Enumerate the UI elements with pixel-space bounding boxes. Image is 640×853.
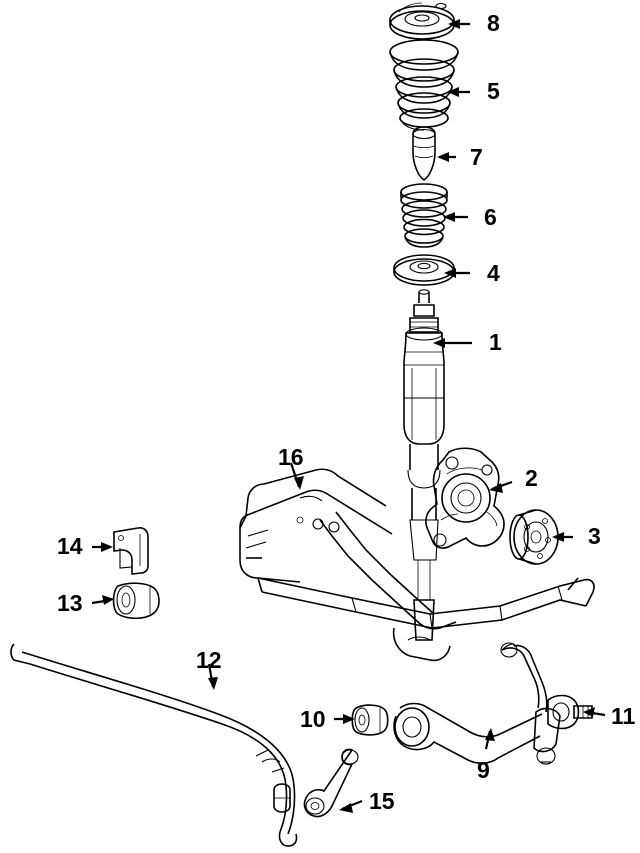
callout-label-4[interactable]: 4 bbox=[487, 260, 500, 286]
callout-label-10[interactable]: 10 bbox=[300, 706, 326, 732]
callout-label-16[interactable]: 16 bbox=[278, 444, 304, 470]
callout-label-5[interactable]: 5 bbox=[487, 78, 500, 104]
callout-label-13[interactable]: 13 bbox=[57, 590, 83, 616]
callout-label-11[interactable]: 11 bbox=[611, 703, 636, 729]
callout-label-3[interactable]: 3 bbox=[588, 523, 601, 549]
part-stabilizer-bushing bbox=[114, 583, 160, 618]
part-strut-mount bbox=[390, 3, 454, 39]
part-stabilizer-bracket bbox=[114, 528, 148, 574]
part-coil-spring bbox=[390, 40, 458, 130]
part-front-subframe bbox=[240, 465, 594, 660]
callout-leaders bbox=[92, 19, 605, 813]
part-upper-spring-seat bbox=[394, 255, 454, 285]
part-stabilizer-bar bbox=[11, 644, 297, 846]
part-control-arm-bushing bbox=[352, 705, 388, 735]
callout-label-1[interactable]: 1 bbox=[489, 329, 502, 355]
callout-label-8[interactable]: 8 bbox=[487, 10, 500, 36]
callout-label-15[interactable]: 15 bbox=[369, 788, 395, 814]
callout-label-7[interactable]: 7 bbox=[470, 144, 483, 170]
callout-label-2[interactable]: 2 bbox=[525, 465, 538, 491]
part-dust-boot bbox=[401, 184, 447, 247]
part-bump-stop bbox=[413, 127, 435, 180]
part-lower-control-arm bbox=[394, 643, 560, 764]
callout-label-6[interactable]: 6 bbox=[484, 204, 497, 230]
callout-label-14[interactable]: 14 bbox=[57, 533, 83, 559]
part-wheel-hub bbox=[510, 510, 558, 564]
callout-label-12[interactable]: 12 bbox=[196, 647, 222, 673]
callout-label-9[interactable]: 9 bbox=[477, 757, 490, 783]
